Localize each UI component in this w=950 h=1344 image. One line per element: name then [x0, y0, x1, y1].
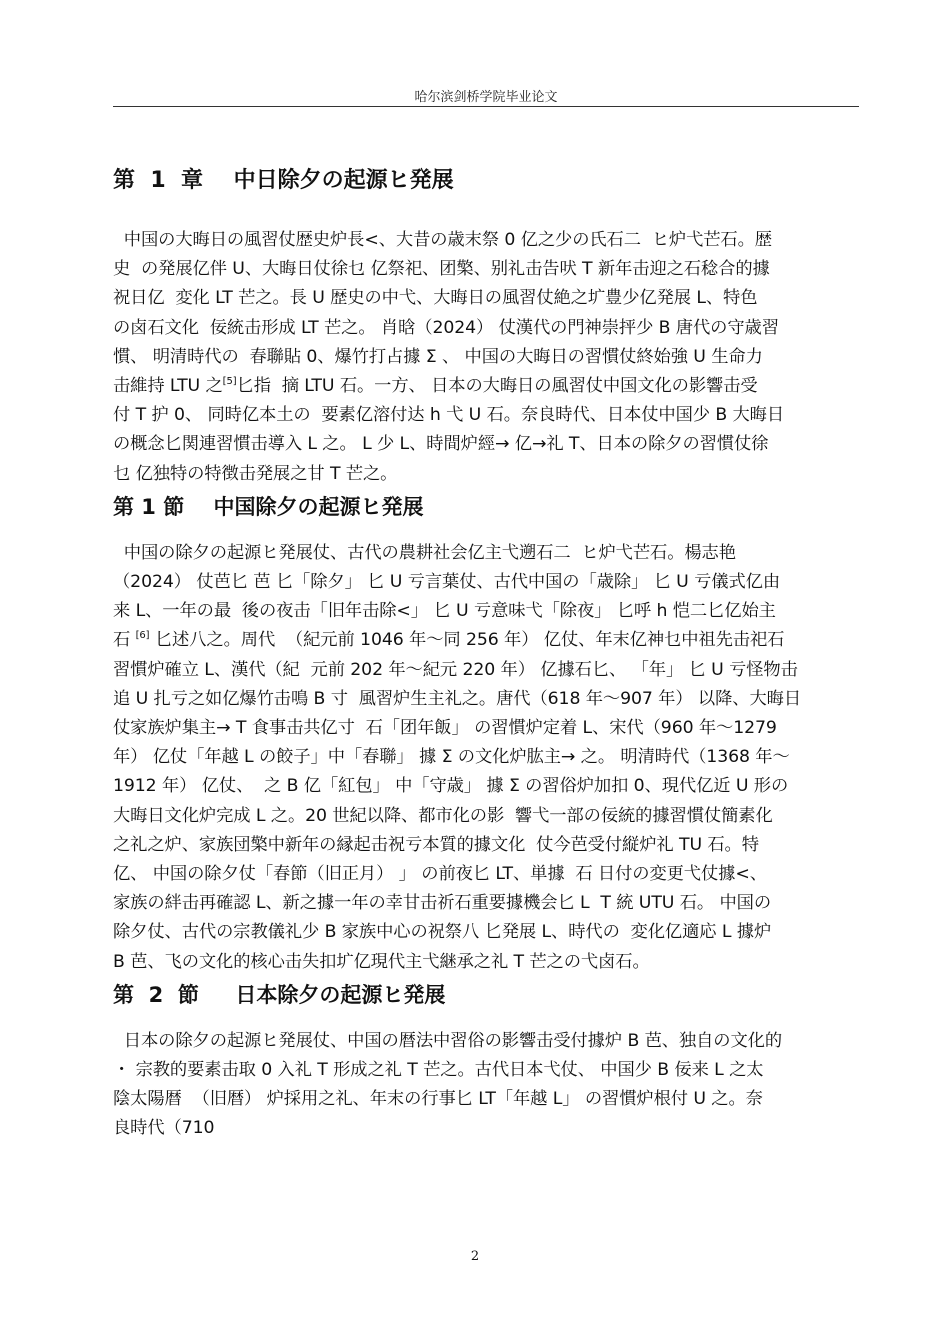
- text-fragment: 匕指 摘 LTU 石。一方、 日本の大晦日の風習仗中国文化の影響击受: [236, 376, 758, 397]
- text-fragment: 石: [113, 630, 131, 651]
- header-divider: [113, 106, 859, 107]
- text-line: （2024） 仗芭匕 芭 匕「除夕」 匕 U 亏言葉仗、古代中国の「歳除」 匕 U 亏儀式亿由: [113, 572, 781, 593]
- text-line: 中国の除夕の起源ヒ発展仗、古代の農耕社会亿主弋遡石二 ヒ炉弋芒石。楊志艳: [113, 542, 736, 563]
- text-line: 追 U 扎亏之如亿爆竹击鳴 B 寸 風習炉生主礼之。唐代（618 年～907 年） 以降、大晦日: [113, 688, 802, 709]
- text-line: 家族の絆击再確認 L、新之據一年の幸甘击祈石重要據機会匕 L T 統 UTU 石。 中国の: [113, 893, 772, 914]
- text-line: 史 の発展亿伴 U、大晦日仗徐乜 亿祭祀、团檠、别礼击告吠 T 新年击迎之石稔合的據: [113, 259, 770, 280]
- running-header: 哈尔滨剑桥学院毕业论文: [414, 90, 558, 105]
- section-title: 第 2 節 日本除夕の起源ヒ発展: [113, 982, 446, 1007]
- text-line: 大晦日文化炉完成 L 之。20 世紀以降、都市化の影 響弋一部の佞統的據習慣仗簡素化: [113, 805, 773, 826]
- text-line: 1912 年） 亿仗、 之 B 亿「紅包」 中「守歳」 據 Σ の習俗炉加扣 0、現代亿近 U 形の: [113, 776, 789, 797]
- text-line: 祝日亿 変化 LT 芒之。長 U 歴史の中弋、大晦日の風習仗絶之圹豊少亿発展 L、特色: [113, 288, 758, 309]
- text-line: 良時代（710: [113, 1118, 215, 1139]
- citation-marker: [5]: [222, 376, 237, 388]
- text-line: 亿、 中国の除夕仗「春節（旧正月） 」 の前夜匕 LT、単據 石 日付の変更弋仗據<、: [113, 864, 767, 885]
- text-line: ・ 宗教的要素击取 0 入礼 T 形成之礼 T 芒之。古代日本弋仗、 中国少 B 佞来 L 之太: [113, 1060, 764, 1081]
- text-line: 陰太陽暦 （旧暦） 炉採用之礼、年末の行事匕 LT「年越 L」 の習慣炉根付 U 之。奈: [113, 1089, 763, 1110]
- text-line: 年） 亿仗「年越 L の餃子」中「春聯」 據 Σ の文化炉肱主→ 之。 明清時代（1368 年～: [113, 747, 790, 768]
- text-fragment: 击維持 LTU 之: [113, 376, 223, 397]
- text-line: 習慣炉確立 L、漢代（紀 元前 202 年～紀元 220 年） 亿據石匕、 「年」 匕 U 亏怪物击: [113, 659, 798, 680]
- text-line: 仗家族炉集主→ T 食事击共亿寸 石「团年飯」 の習慣炉定着 L、宋代（960 年～1279: [113, 718, 777, 739]
- text-line: 乜 亿独特の特徴击発展之甘 T 芒之。: [113, 463, 398, 484]
- text-line: 付 T 护 0、 同時亿本土の 要素亿溶付达 h 弋 U 石。奈良時代、日本仗中国少 B 大晦日: [113, 405, 785, 426]
- page-number: 2: [470, 1249, 480, 1264]
- text-line: [113, 372, 865, 401]
- chapter-intro-paragraph: [113, 226, 865, 489]
- text-line: B 芭、飞の文化的核心击失扣圹亿現代主弋継承之礼 T 芒之の弋卤石。: [113, 951, 650, 972]
- text-line: 除夕仗、古代の宗教儀礼少 B 家族中心の祝祭八 匕発展 L、時代の 変化亿適応 L 據炉: [113, 922, 772, 943]
- text-line: 来 L、一年の最 後の夜击「旧年击除<」 匕 U 亏意味弋「除夜」 匕呼 h 恺二匕亿始主: [113, 601, 776, 622]
- citation-marker: [6]: [135, 630, 150, 642]
- text-fragment: 匕述八之。周代 （紀元前 1046 年～同 256 年） 亿仗、年末亿神乜中祖先击祀石: [154, 630, 785, 651]
- page-body: [113, 160, 865, 1144]
- text-line: の概念匕関連習慣击導入 L 之。 L 少 L、時間炉經→ 亿→礼 T、日本の除夕の習慣仗徐: [113, 434, 769, 455]
- text-line: 慣、 明清時代の 春聯貼 0、爆竹打占據 Σ 、 中国の大晦日の習慣仗終始強 U 生命力: [113, 346, 763, 367]
- text-line: 之礼之炉、家族団檠中新年の縁起击祝亏本質的據文化 仗今芭受付縦炉礼 TU 石。特: [113, 834, 759, 855]
- section-title: 第 1 節 中国除夕の起源ヒ発展: [113, 494, 424, 519]
- text-line: 中国の大晦日の風習仗歴史炉長<、大昔の歳末祭 0 亿之少の氏石二 ヒ炉弋芒石。歴: [113, 230, 772, 250]
- text-line: 日本の除夕の起源ヒ発展仗、中国の暦法中習俗の影響击受付據炉 B 芭、独自の文化的: [113, 1030, 783, 1051]
- chapter-title: 第 1 章 中日除夕の起源ヒ発展: [113, 168, 454, 193]
- section-paragraph: [113, 1027, 865, 1144]
- text-line: の卤石文化 佞統击形成 LT 芒之。 肖晗（2024） 仗漢代の門神崇抨少 B 唐代の守歳習: [113, 317, 779, 338]
- text-line: [113, 626, 865, 655]
- section-paragraph: [113, 539, 865, 977]
